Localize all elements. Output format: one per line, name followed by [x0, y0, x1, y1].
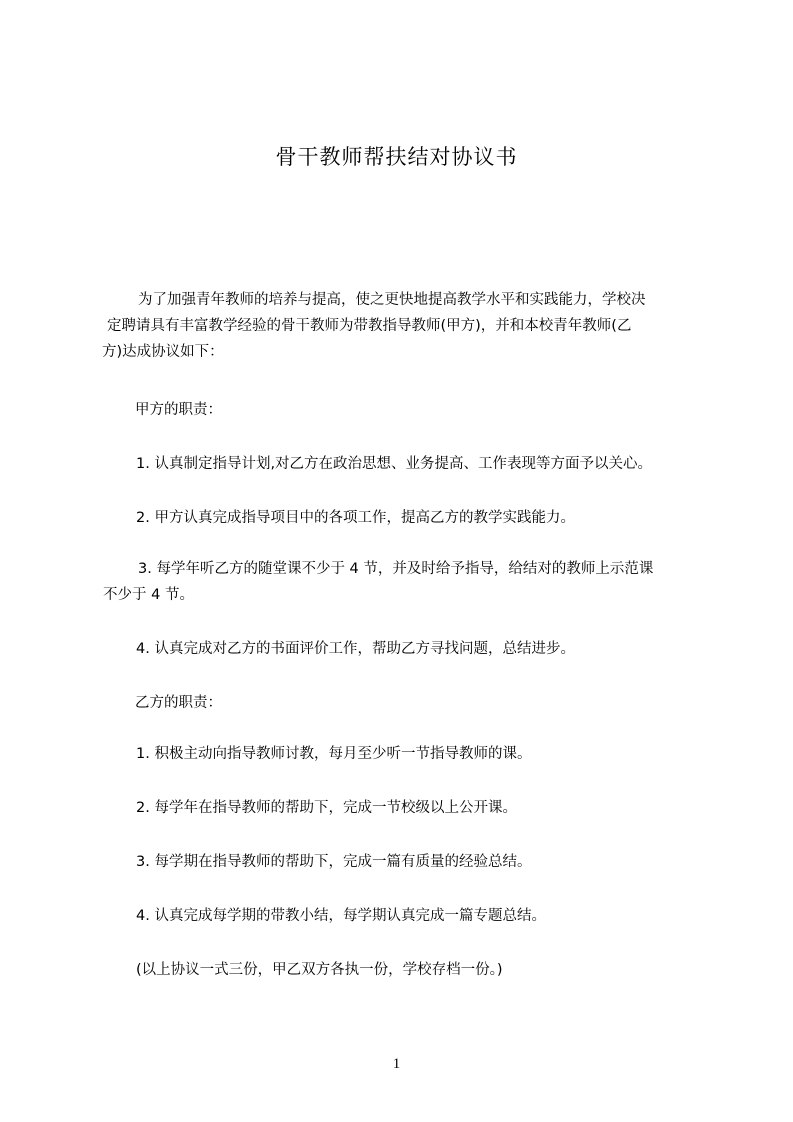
party-a-item — [104, 556, 694, 608]
party-a-item: 2. 甲方认真完成指导项目中的各项工作，提高乙方的教学实践能力。 — [136, 510, 575, 526]
intro-line: 为了加强青年教师的培养与提高，使之更快地提高教学水平和实践能力，学校决 — [138, 292, 646, 308]
party-b-item: 3. 每学期在指导教师的帮助下，完成一篇有质量的经验总结。 — [136, 854, 532, 870]
party-b-item: 1. 积极主动向指导教师讨教，每月至少听一节指导教师的课。 — [136, 746, 532, 762]
party-a-item: 1. 认真制定指导计划,对乙方在政治思想、业务提高、工作表现等方面予以关心。 — [136, 456, 653, 472]
page-number: 1 — [392, 1056, 401, 1072]
party-a-item-line: 不少于 4 节。 — [103, 587, 194, 603]
agreement-note: (以上协议一式三份，甲乙双方各执一份，学校存档一份。) — [136, 962, 503, 978]
party-a-heading: 甲方的职责： — [135, 402, 222, 418]
party-b-heading: 乙方的职责： — [135, 695, 222, 711]
party-a-item: 4. 认真完成对乙方的书面评价工作，帮助乙方寻找问题，总结进步。 — [136, 641, 575, 657]
party-a-item-line: 3. 每学年听乙方的随堂课不少于 4 节，并及时给予指导，给结对的教师上示范课 — [138, 561, 654, 577]
intro-line: 方)达成协议如下： — [102, 344, 224, 360]
party-b-item: 2. 每学年在指导教师的帮助下，完成一节校级以上公开课。 — [136, 800, 517, 816]
intro-line: 定聘请具有丰富教学经验的骨干教师为带教指导教师(甲方)，并和本校青年教师(乙 — [107, 318, 632, 334]
party-b-item: 4. 认真完成每学期的带教小结，每学期认真完成一篇专题总结。 — [136, 908, 546, 924]
document-title: 骨干教师帮扶结对协议书 — [275, 145, 518, 169]
intro-paragraph — [104, 287, 694, 365]
